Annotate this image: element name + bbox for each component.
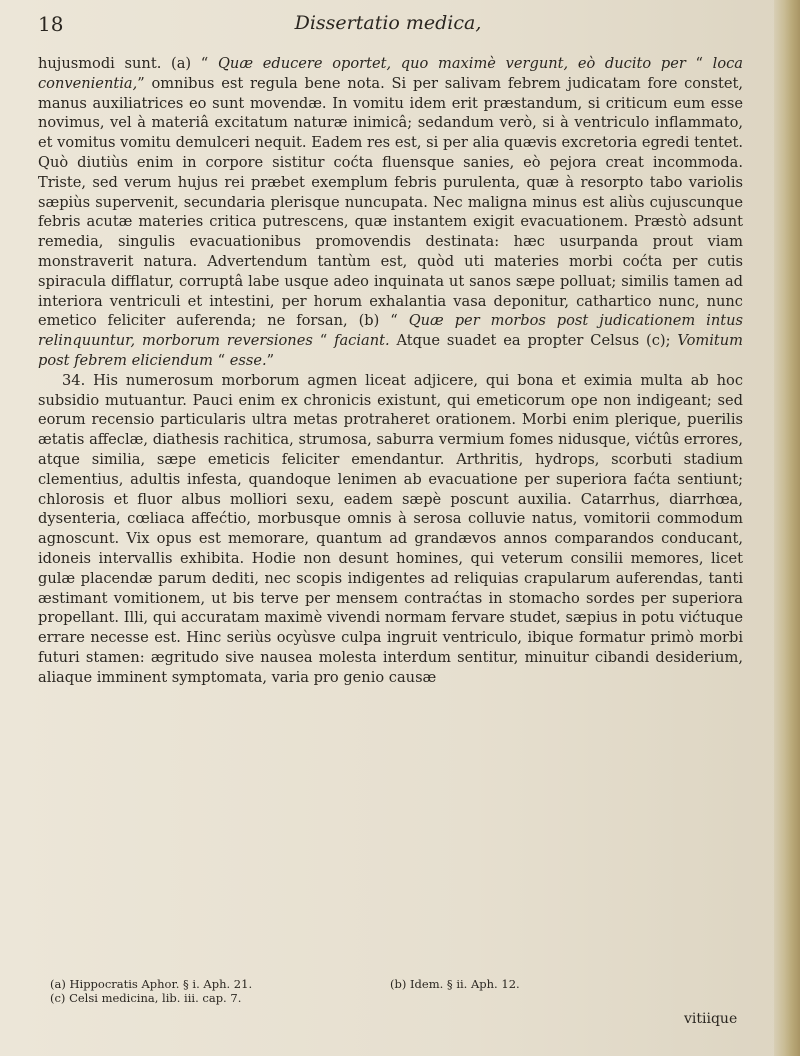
- text-run: Atque suadet ea propter Celsus (c);: [389, 332, 678, 350]
- footnote-row: [50, 991, 730, 1005]
- italic-run: loca convenientia,: [38, 55, 743, 92]
- italic-run: Quæ educere oportet, quo maximè vergunt, eò ducito per: [217, 55, 686, 72]
- text-run: ” omnibus est regula bene nota. Si per salivam febrem judicatam fore constet, manus auxiliatrices eo sunt movendæ. In vomitu idem erit præstandum, si criticum eum esse novimus, vel à materiâ excitatum naturæ inimicâ; sedandum verò, si à ventriculo inflammato, et vomitus vomitu demulceri nequit. Eadem res est, si per alia quævis excretoria egredi tentet. Quò diutiùs enim in corpore sistitur coćta fluensque sanies, eò pejora creat incommoda. Triste, sed verum hujus rei præbet exemplum febris purulenta, quæ à resorpto tabo variolis sæpiùs supervenit, secundaria plerisque nuncupata. Nec maligna minus est aliùs cujuscunque febris acutæ materies critica putrescens, quæ instantem exigit evacuationem. Præstò adsunt remedia, singulis evacuationibus promovendis destinata: hæc usurpanda prout viam monstraverit natura. Advertendum tantùm est, quòd uti materies morbi coćta per cutis spiracula difflatur, corruptâ labe usque adeo inquinata ut sanos sæpe polluat; similis tamen ad interiora ventriculi et intestini, per horum exhalantia vasa deponitur, cathartico nunc, nunc emetico feliciter auferenda; ne forsan, (b) “: [38, 74, 743, 330]
- text-run: hujusmodi sunt. (a) “: [38, 55, 218, 72]
- text-run: ”: [266, 351, 275, 369]
- page-number: 18: [38, 12, 64, 36]
- footnote-c: (c) Celsi medicina, lib. iii. cap. 7.: [50, 991, 242, 1005]
- text-run: 34. His numerosum morborum agmen liceat adjicere, qui bona et eximia multa ab hoc subsidio mutuantur. Pauci enim ex chronicis existunt, qui emeticorum ope non indigeant; sed eorum recensio particularis ultra metas protraheret orationem. Morbi enim plerique, puerilis ætatis affeclæ, diathesis rachitica, strumosa, saburra vermium fomes nidusque, vićtûs errores, atque similia, sæpe emeticis feliciter emendantur. Arthritis, hydrops, scorbuti stadium clementius, adultis infesta, quandoque lenimen ab evacuatione per superiora faćta sentiunt; chlorosis et fluor albus molliori sexu, eadem sæpè poscunt auxilia. Catarrhus, diarrhœa, dysenteria, cœliaca affećtio, morbusque omnis à serosa colluvie natus, vomitorii commodum agnoscunt. Vix opus est memorare, quantum ad grandævos annos comparandos conducant, idoneis intervallis exhibita. Hodie non desunt homines, qui veterum consilii memores, licet gulæ placendæ parum dediti, nec scopis indigentes ad reliquias crapularum auferendas, tanti æstimant vomitionem, ut bis terve per mensem contraćtas in stomacho sordes per superiora propellant. Illi, qui accuratam maximè vivendi normam fervare studet, sæpius in potu vićtuque errare necesse est. Hinc seriùs ocyùsve culpa ingruit ventriculo, ibique formatur primò morbi futuri stamen: ægritudo sive nausea molesta interdum sentitur, minuitur cibandi desiderium, aliaque imminent symptomata, varia pro genio causæ: [38, 371, 743, 686]
- italic-run: esse.: [229, 351, 267, 369]
- footnotes: [50, 977, 730, 1005]
- italic-run: Vomitum post febrem eliciendum: [38, 332, 743, 369]
- paragraph-34: [38, 371, 743, 688]
- footnote-a: (a) Hippocratis Aphor. § i. Aph. 21.: [50, 977, 253, 991]
- running-title: Dissertatio medica,: [294, 12, 482, 34]
- text-run: “: [685, 55, 713, 72]
- footnote-b: (b) Idem. § ii. Aph. 12.: [390, 977, 520, 991]
- paragraph-33-continued: [38, 54, 743, 371]
- body-text: [38, 54, 743, 688]
- catchword: vitiique: [684, 1011, 738, 1027]
- page-edge: [774, 0, 800, 1056]
- page-header: [38, 12, 738, 42]
- text-run: “: [312, 332, 335, 350]
- text-run: “: [213, 351, 230, 369]
- italic-run: Quæ per morbos post judicationem intus relinquuntur, morborum reversiones: [38, 312, 743, 350]
- italic-run: faciant.: [334, 332, 390, 350]
- footnote-row: [50, 977, 730, 991]
